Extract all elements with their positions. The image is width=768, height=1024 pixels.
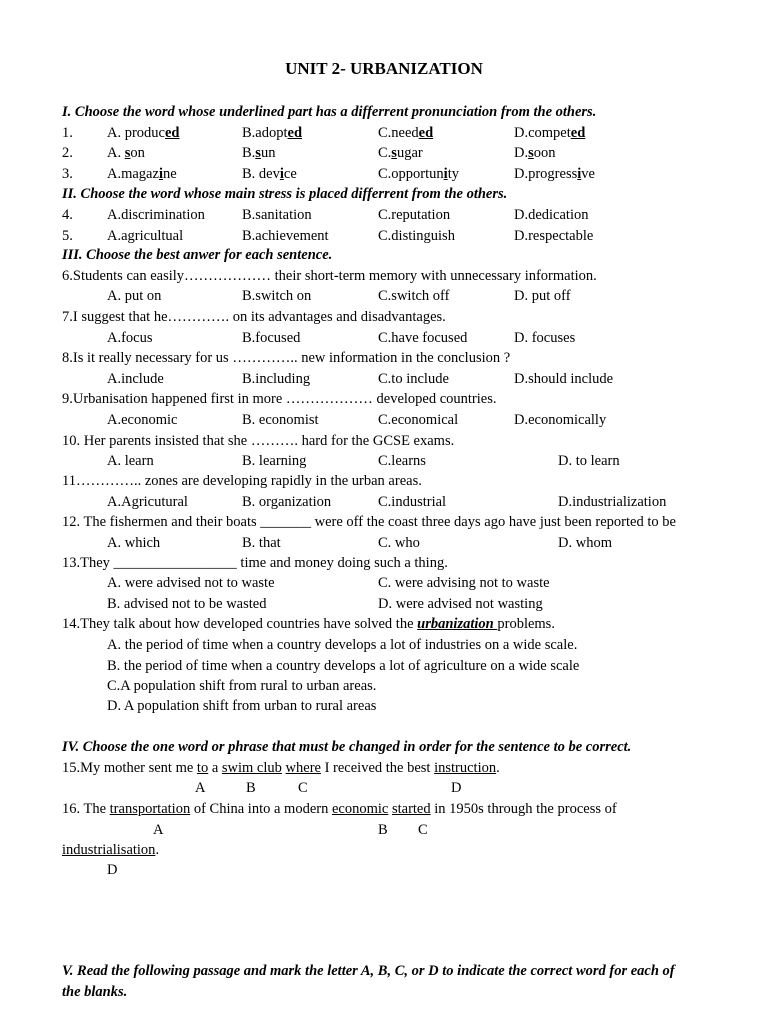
q15-text: . (496, 760, 500, 776)
q8-option-c: C.to include (378, 371, 449, 387)
question-13: 13.They _________________ time and money doing such a thing. (62, 555, 448, 571)
section-5-heading-cont: the blanks. (62, 984, 128, 1000)
stress-q4-option-d: D.dedication (514, 207, 589, 223)
q15-text: 15.My mother sent me (62, 760, 197, 776)
q12-option-c: C. who (378, 535, 420, 551)
q15-letter-b: B (246, 780, 256, 796)
q7-option-b: B.focused (242, 330, 301, 346)
question-16 (62, 799, 617, 819)
q11-option-c: C.industrial (378, 494, 447, 510)
option-text: C.need (378, 125, 419, 141)
pron-q2-number: 2. (62, 145, 73, 161)
option-text: D.progress (514, 166, 578, 182)
q8-option-a: A.include (107, 371, 164, 387)
q13-option-a: A. were advised not to waste (107, 575, 275, 591)
pron-q1-number: 1. (62, 125, 73, 141)
q8-option-b: B.including (242, 371, 311, 387)
underlined-part: s (391, 145, 397, 161)
q15-part-c: where (285, 760, 321, 776)
q14-option-c: C.A population shift from rural to urban areas. (107, 678, 377, 694)
question-6: 6.Students can easily……………… their short-term memory with unnecessary information. (62, 268, 597, 284)
underlined-part: i (158, 166, 163, 182)
q15-part-a: to (196, 760, 209, 776)
q16-text: . (155, 842, 160, 858)
q8-option-d: D.should include (514, 371, 614, 387)
stress-q4-option-b: B.sanitation (242, 207, 312, 223)
underlined-part: s (124, 145, 131, 161)
option-text: on (130, 145, 145, 161)
option-text: B. dev (242, 166, 280, 182)
pron-q3-option-b (242, 164, 297, 184)
option-text: C. (378, 145, 392, 161)
stress-q4-number: 4. (62, 207, 73, 223)
q15-part-b: swim club (221, 760, 282, 776)
option-text: D.compet (514, 125, 571, 141)
pron-q3-option-a (107, 164, 177, 184)
q12-option-a: A. which (107, 535, 161, 551)
option-text: oon (533, 145, 556, 161)
stress-q5-option-c: C.distinguish (378, 228, 455, 244)
q15-part-d: instruction (434, 760, 497, 776)
q14-option-d: D. A population shift from urban to rural areas (107, 698, 377, 714)
pron-q2-option-c (378, 143, 423, 163)
option-text: A. produc (107, 125, 165, 141)
pron-q3-option-c (378, 164, 459, 184)
q11-option-a: A.Agricutural (107, 494, 188, 510)
underlined-part: s (528, 145, 534, 161)
q16-letter-b: B (378, 822, 388, 838)
q6-option-a: A. put on (107, 288, 162, 304)
pron-q1-option-c (378, 123, 433, 143)
q16-letter-a: A (153, 822, 164, 838)
section-3-heading: III. Choose the best anwer for each sentence. (62, 247, 333, 263)
q10-option-c: C.learns (378, 453, 426, 469)
q9-option-c: C.economical (378, 412, 459, 428)
q16-part-d: industrialisation (62, 842, 156, 858)
q14-text-start: 14.They talk about how developed countries have solved the (62, 616, 418, 632)
question-8: 8.Is it really necessary for us ………….. new information in the conclusion ? (62, 350, 511, 366)
q11-option-d: D.industrialization (558, 494, 667, 510)
q15-letter-d: D (451, 780, 462, 796)
pron-q1-option-a (107, 123, 180, 143)
q15-letter-c: C (298, 780, 308, 796)
q15-text: I received the best (320, 760, 435, 776)
q15-letter-a: A (195, 780, 206, 796)
question-16-continued (62, 840, 159, 860)
option-text: ce (283, 166, 297, 182)
page-title: UNIT 2- URBANIZATION (285, 59, 483, 78)
q16-text: of China into a modern (190, 801, 332, 817)
stress-q4-option-a: A.discrimination (107, 207, 205, 223)
q16-letter-d: D (107, 862, 118, 878)
pron-q2-option-a (107, 143, 145, 163)
question-12: 12. The fishermen and their boats _______ were off the coast three days ago have just been reported to be (62, 514, 676, 530)
option-text: ve (581, 166, 595, 182)
q16-part-b: economic (331, 801, 389, 817)
q14-text-end: problems. (497, 616, 555, 632)
q6-option-d: D. put off (514, 288, 571, 304)
option-text: A. (107, 145, 125, 161)
q14-underlined-word: urbanization (417, 616, 498, 632)
underlined-part: i (577, 166, 582, 182)
q16-part-a: transportation (109, 801, 191, 817)
option-text: un (260, 145, 276, 161)
q10-option-b: B. learning (242, 453, 307, 469)
underlined-part: s (255, 145, 261, 161)
option-text: B.adopt (242, 125, 288, 141)
question-11: 11………….. zones are developing rapidly in the urban areas. (62, 473, 422, 489)
q13-option-d: D. were advised not wasting (378, 596, 543, 612)
q9-option-a: A.economic (107, 412, 178, 428)
question-9: 9.Urbanisation happened first in more ……………… developed countries. (62, 391, 497, 407)
option-text: C.opportun (378, 166, 444, 182)
stress-q5-option-a: A.agricultual (107, 228, 184, 244)
option-text: ne (162, 166, 177, 182)
underlined-part: ed (165, 125, 180, 141)
underlined-part: i (443, 166, 448, 182)
option-text: A.magaz (107, 166, 159, 182)
underlined-part: ed (570, 125, 586, 141)
q14-option-a: A. the period of time when a country develops a lot of industries on a wide scale. (107, 637, 578, 653)
q14-option-b: B. the period of time when a country develops a lot of agriculture on a wide scale (107, 658, 580, 674)
q15-text: a (208, 760, 222, 776)
q11-option-b: B. organization (242, 494, 332, 510)
q7-option-d: D. focuses (514, 330, 576, 346)
question-14 (62, 614, 555, 634)
question-10: 10. Her parents insisted that she ………. hard for the GCSE exams. (62, 433, 455, 449)
option-text: ugar (396, 145, 423, 161)
q16-letter-c: C (418, 822, 428, 838)
q16-part-c: started (391, 801, 431, 817)
q9-option-d: D.economically (514, 412, 607, 428)
pron-q3-number: 3. (62, 166, 73, 182)
option-text: ty (447, 166, 459, 182)
q6-option-b: B.switch on (242, 288, 312, 304)
pron-q3-option-d (514, 164, 595, 184)
option-text: B. (242, 145, 256, 161)
stress-q4-option-c: C.reputation (378, 207, 451, 223)
q6-option-c: C.switch off (378, 288, 450, 304)
q7-option-a: A.focus (107, 330, 153, 346)
question-7: 7.I suggest that he…………. on its advantages and disadvantages. (62, 309, 446, 325)
pron-q2-option-d (514, 143, 556, 163)
pron-q2-option-b (242, 143, 275, 163)
section-5-heading: V. Read the following passage and mark the letter A, B, C, or D to indicate the correct word for each of (62, 963, 675, 979)
stress-q5-option-b: B.achievement (242, 228, 329, 244)
pron-q1-option-b (242, 123, 302, 143)
section-2-heading: II. Choose the word whose main stress is placed differrent from the others. (62, 186, 508, 202)
q12-option-b: B. that (242, 535, 281, 551)
section-4-heading: IV. Choose the one word or phrase that must be changed in order for the sentence to be correct. (62, 739, 632, 755)
section-1-heading: I. Choose the word whose underlined part has a differrent pronunciation from the others. (62, 104, 597, 120)
q12-option-d: D. whom (558, 535, 612, 551)
underlined-part: ed (418, 125, 434, 141)
q7-option-c: C.have focused (378, 330, 468, 346)
q16-text: 16. The (62, 801, 110, 817)
stress-q5-number: 5. (62, 228, 73, 244)
question-15 (62, 758, 500, 778)
q16-text: in 1950s through the process of (430, 801, 617, 817)
q13-option-c: C. were advising not to waste (378, 575, 550, 591)
q9-option-b: B. economist (242, 412, 319, 428)
pron-q1-option-d (514, 123, 585, 143)
q10-option-a: A. learn (107, 453, 154, 469)
q13-option-b: B. advised not to be wasted (107, 596, 267, 612)
stress-q5-option-d: D.respectable (514, 228, 594, 244)
option-text: D. (514, 145, 529, 161)
q10-option-d: D. to learn (558, 453, 620, 469)
underlined-part: i (279, 166, 284, 182)
underlined-part: ed (287, 125, 303, 141)
